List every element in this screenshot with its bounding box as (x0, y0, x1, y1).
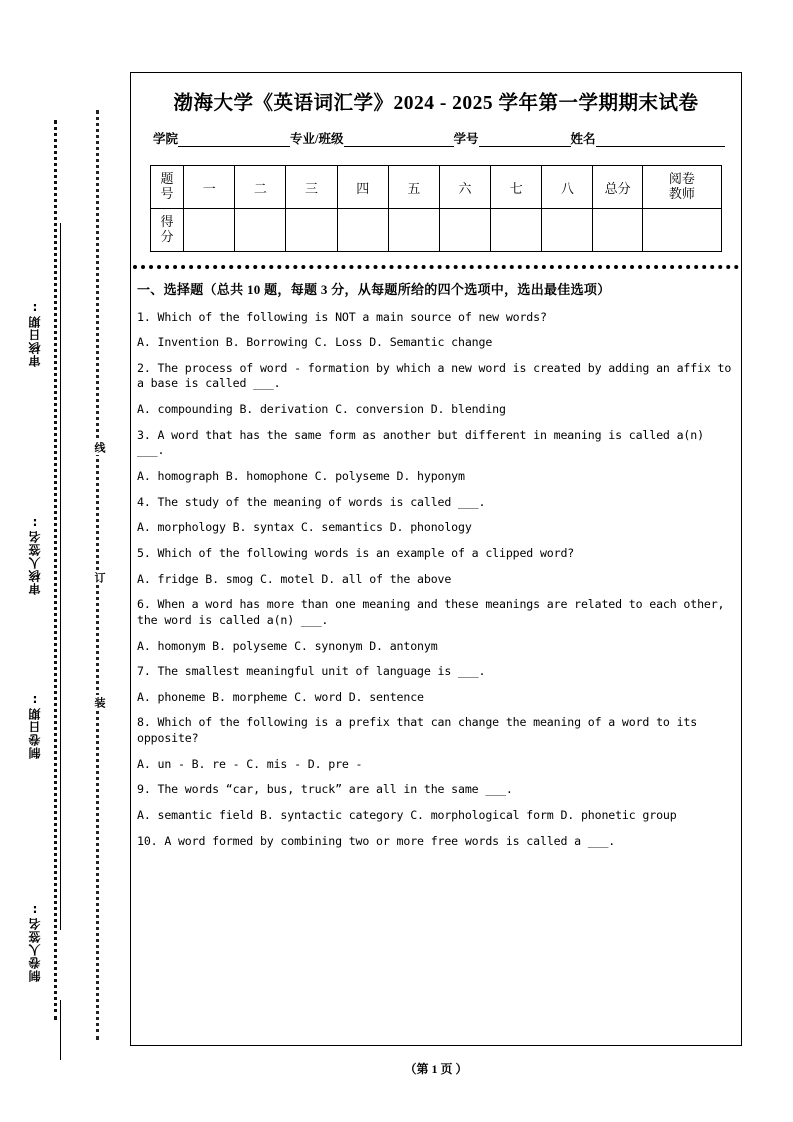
col-header-teacher (642, 166, 721, 209)
reviewer-signature-rule (60, 625, 61, 805)
col-header-total: 总分 (593, 166, 642, 209)
review-date-label: 审核日期: (28, 300, 42, 367)
col-header-3: 三 (286, 166, 337, 209)
reviewer-signature-label: 审核人签名: (28, 515, 42, 595)
row-header-question-no-char1: 题 (160, 171, 174, 187)
question-9-stem: 9. The words “car, bus, truck” are all in the same ___. (137, 782, 513, 797)
question-6-options: A. homonym B. polyseme C. synonym D. antonym (137, 638, 438, 653)
row-header-score-char1: 得 (160, 214, 174, 230)
name-field[interactable] (596, 133, 725, 147)
page-title: 渤海大学《英语词汇学》2024 - 2025 学年第一学期期末试卷 (173, 93, 699, 114)
binding-char-ding: 订 (93, 572, 106, 583)
question-body (137, 281, 735, 849)
question-7-options: A. phoneme B. morpheme C. word D. sentence (137, 689, 424, 704)
question-10-stem: 10. A word formed by combining two or more free words is called a ___. (137, 833, 616, 848)
question-1-stem: 1. Which of the following is NOT a main source of new words? (137, 309, 547, 324)
major-class-field[interactable] (344, 133, 454, 147)
score-table-container (150, 165, 722, 252)
score-cell-teacher[interactable] (642, 209, 721, 252)
question-8-options: A. un - B. re - C. mis - D. pre - (137, 756, 363, 771)
col-header-1: 一 (184, 166, 235, 209)
score-cell-1[interactable] (184, 209, 235, 252)
student-id-label: 学号 (453, 132, 479, 146)
college-field[interactable] (178, 133, 290, 147)
binding-char-xian: 线 (93, 442, 106, 453)
score-cell-total[interactable] (593, 209, 642, 252)
score-cell-5[interactable] (388, 209, 439, 252)
exam-sheet (130, 72, 742, 1046)
col-header-teacher-line2: 教师 (668, 186, 695, 201)
question-2-options: A. compounding B. derivation C. conversion D. blending (137, 402, 506, 417)
binding-char-zhuang: 装 (93, 697, 106, 708)
col-header-teacher-line1: 阅卷 (668, 171, 695, 187)
question-1-options: A. Invention B. Borrowing C. Loss D. Semantic change (137, 335, 493, 350)
col-header-6: 六 (439, 166, 490, 209)
question-6-stem: 6. When a word has more than one meaning and these meanings are related to each other, the word is called a(n) ___. (137, 597, 725, 627)
maker-signature-rule (60, 1000, 61, 1060)
score-table (150, 165, 722, 252)
score-cell-8[interactable] (542, 209, 593, 252)
score-cell-3[interactable] (286, 209, 337, 252)
table-row-question-numbers (151, 166, 722, 209)
row-header-score (151, 209, 184, 252)
question-7-stem: 7. The smallest meaningful unit of language is ___. (137, 664, 486, 679)
question-3-options: A. homograph B. homophone C. polyseme D. hyponym (137, 469, 465, 484)
student-id-field[interactable] (479, 133, 571, 147)
dotted-separator (133, 265, 739, 269)
college-label: 学院 (153, 132, 179, 146)
question-9-options: A. semantic field B. syntactic category C. morphological form D. phonetic group (137, 808, 677, 822)
score-cell-7[interactable] (491, 209, 542, 252)
left-margin-annotations (0, 0, 130, 1122)
maker-date-label: 制卷日期: (28, 692, 42, 759)
section-title: 一、选择题（总共 10 题，每题 3 分，从每题所给的四个选项中，选出最佳选项） (137, 282, 611, 297)
name-label: 姓名 (570, 132, 596, 146)
dotted-rail-left (54, 120, 57, 1020)
question-5-stem: 5. Which of the following words is an example of a clipped word? (137, 545, 575, 560)
question-5-options: A. fridge B. smog C. motel D. all of the above (137, 571, 452, 586)
major-class-label: 专业/班级 (290, 132, 344, 146)
score-cell-2[interactable] (235, 209, 286, 252)
col-header-2: 二 (235, 166, 286, 209)
question-3-stem: 3. A word that has the same form as another but different in meaning is called a(n) ___. (137, 427, 704, 458)
row-header-score-char2: 分 (160, 229, 174, 244)
question-2-stem: 2. The process of word - formation by which a new word is created by adding an affix to a base is called ___. (137, 360, 732, 391)
table-row-scores (151, 209, 722, 252)
row-header-question-no (151, 166, 184, 209)
review-date-rule (60, 223, 61, 635)
col-header-5: 五 (388, 166, 439, 209)
score-cell-4[interactable] (337, 209, 388, 252)
maker-date-rule (60, 800, 61, 930)
col-header-4: 四 (337, 166, 388, 209)
col-header-8: 八 (542, 166, 593, 209)
maker-signature-label: 制卷人签名: (28, 902, 42, 982)
question-8-stem: 8. Which of the following is a prefix that can change the meaning of a word to its opposite? (137, 715, 698, 746)
page-footer: （第 1 页 ） (404, 1062, 468, 1076)
question-4-stem: 4. The study of the meaning of words is called ___. (137, 494, 486, 509)
question-4-options: A. morphology B. syntax C. semantics D. phonology (137, 520, 472, 535)
col-header-7: 七 (491, 166, 542, 209)
student-info-line (153, 129, 725, 147)
score-cell-6[interactable] (439, 209, 490, 252)
row-header-question-no-char2: 号 (160, 186, 174, 201)
